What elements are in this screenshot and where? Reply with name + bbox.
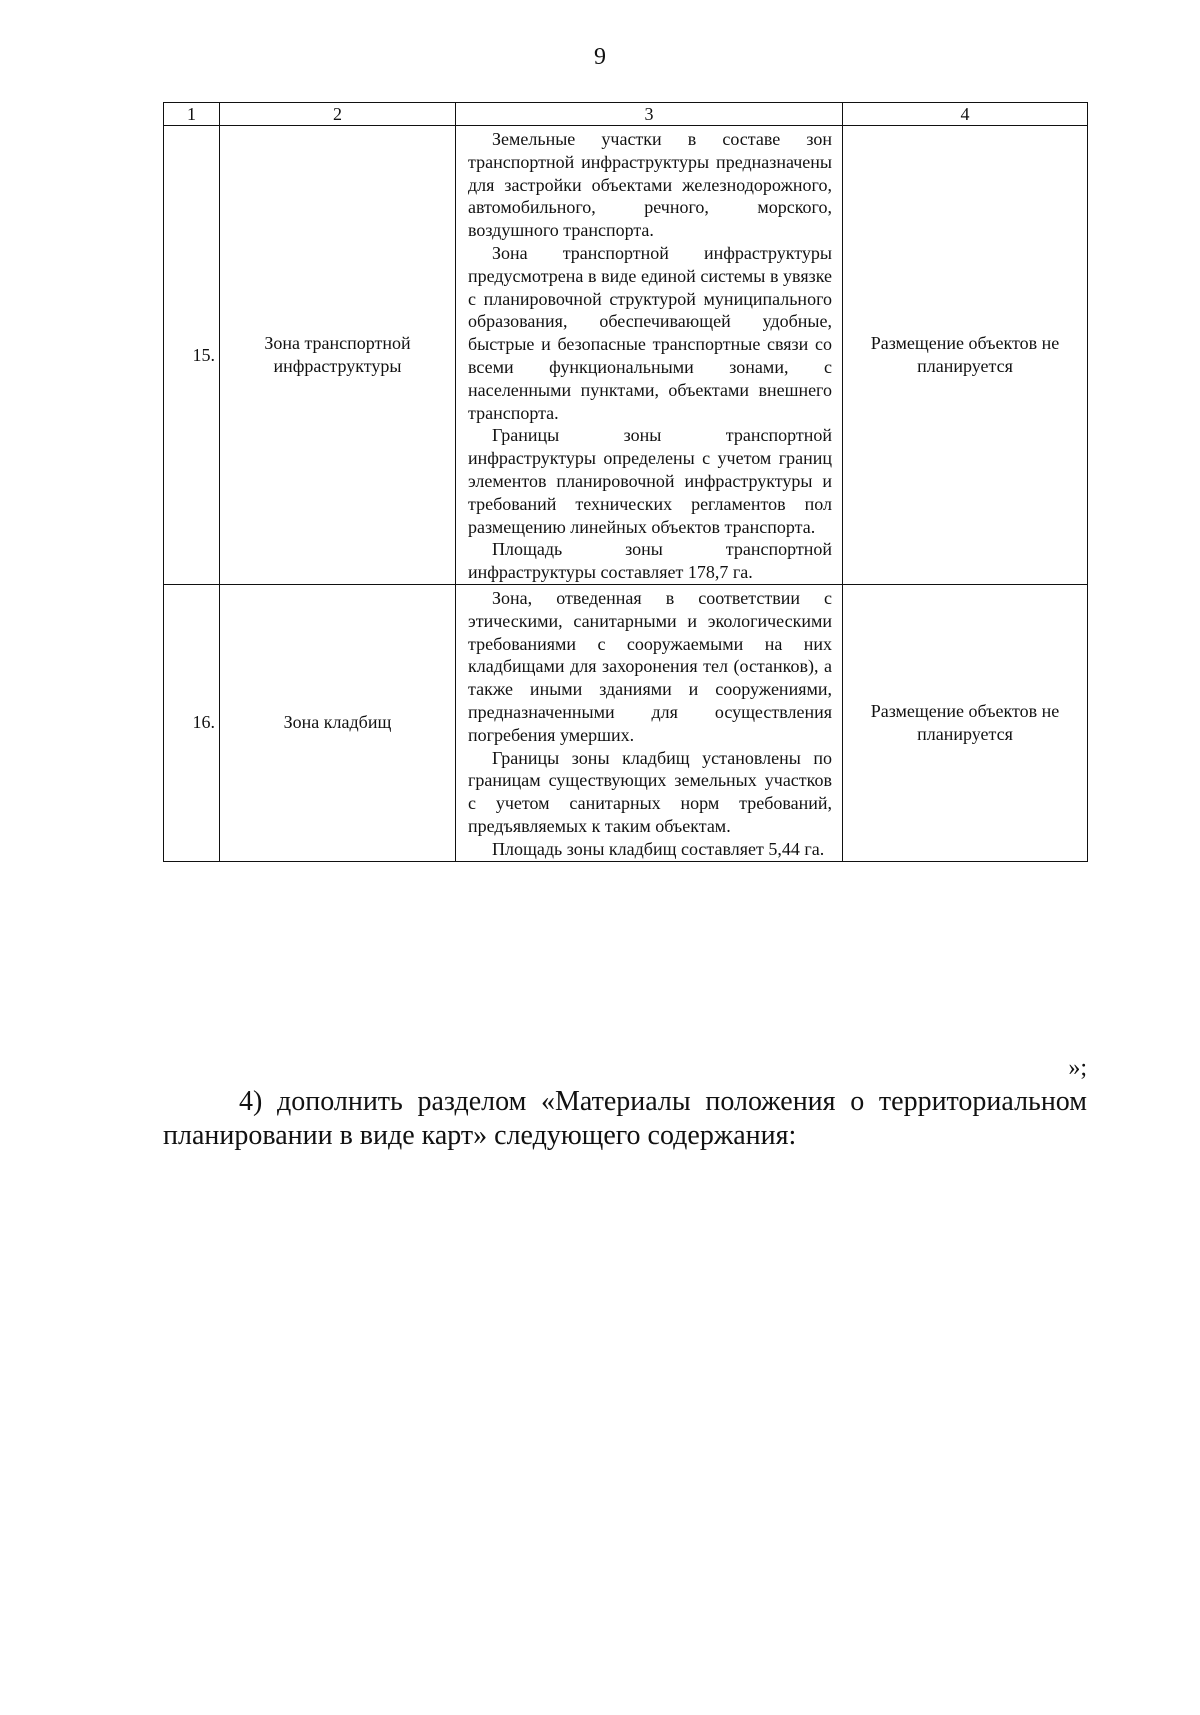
table-header-row: [164, 103, 1088, 126]
description-paragraph: Границы зоны кладбищ установлены по границам существующих земельных участков с учетом санитарных норм требований, предъявляемых к таким объектам.: [468, 747, 832, 836]
zone-description: [456, 126, 843, 585]
body-paragraph: 4) дополнить разделом «Материалы положения о территориальном планировании в виде карт» следующего содержания:: [163, 1086, 1087, 1151]
description-paragraph: Зона транспортной инфраструктуры предусмотрена в виде единой системы в увязке с планировочной структурой муниципального образования, обеспечивающей удобные, быстрые и безопасные транспортные связи со всеми функциональными зонами, с населенными пунктами, объектами внешнего транспорта.: [468, 242, 832, 423]
row-number: 15.: [164, 126, 220, 585]
zone-name: Зона кладбищ: [220, 584, 456, 861]
zone-description: [456, 584, 843, 861]
row-number: 16.: [164, 584, 220, 861]
column-header-4: 4: [843, 103, 1088, 126]
closing-quote: »;: [1068, 1055, 1087, 1081]
description-paragraph: Земельные участки в составе зон транспортной инфраструктуры предназначены для застройки объектами железнодорожного, автомобильного, речного, морского, воздушного транспорта.: [468, 129, 832, 241]
description-paragraph: Площадь зоны кладбищ составляет 5,44 га.: [492, 838, 825, 859]
description-paragraph: Границы зоны транспортной инфраструктуры определены с учетом границ элементов планировочной инфраструктуры и требований технических регламентов пол размещению линейных объектов транспорта.: [468, 425, 832, 537]
column-header-3: 3: [456, 103, 843, 126]
table-row: [164, 584, 1088, 861]
page-number: 9: [594, 44, 606, 70]
description-paragraph: Площадь зоны транспортной инфраструктуры составляет 178,7 га.: [468, 539, 832, 583]
description-paragraph: Зона, отведенная в соответствии с этическими, санитарными и экологическими требованиями с сооружаемыми на них кладбищами для захоронения тел (останков), а также иными зданиями и сооружениями, предназначенными для осуществления погребения умерших.: [468, 587, 832, 745]
placement-note: Размещение объектов не планируется: [843, 126, 1088, 585]
table-row: [164, 126, 1088, 585]
column-header-1: 1: [164, 103, 220, 126]
zone-name: Зона транспортной инфраструктуры: [220, 126, 456, 585]
placement-note: Размещение объектов не планируется: [843, 584, 1088, 861]
zones-table: [163, 102, 1088, 862]
column-header-2: 2: [220, 103, 456, 126]
